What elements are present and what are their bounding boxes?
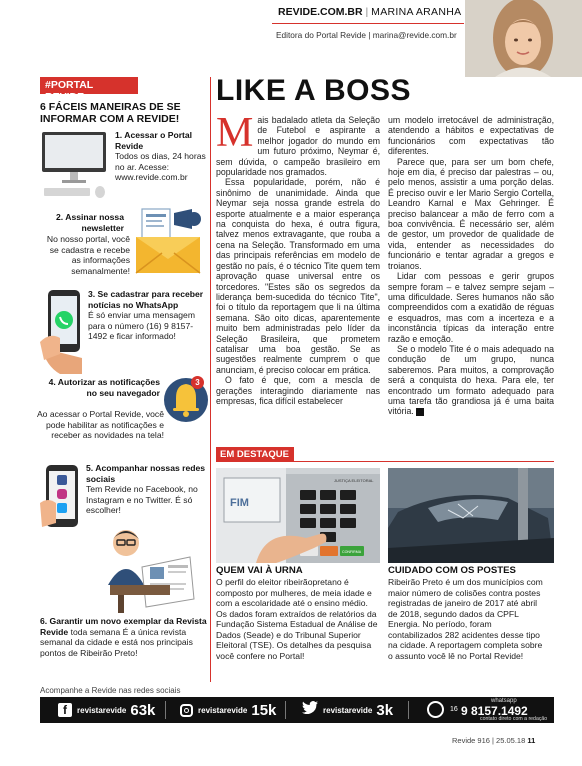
issue-date: Revide 916 | 25.05.18 — [452, 736, 526, 745]
article-paragraph: Se o modelo Tite é o mais adequado na condução de um grupo, nunca saberemos. Para muitos, a comprovação será a conquista do hexa. Para ele, ter encontrado um formato adequado para uma tarefa tão grandiosa já é uma baita vitória. R — [388, 343, 554, 417]
author-name: MARINA ARANHA — [371, 6, 462, 18]
whatsapp-prefix: 16 — [450, 706, 458, 713]
site-name: REVIDE.COM.BR — [278, 6, 363, 18]
author-photo — [465, 0, 582, 77]
page-number: 11 — [527, 736, 536, 745]
svg-text:JUSTIÇA ELEITORAL: JUSTIÇA ELEITORAL — [334, 478, 374, 483]
sidebar-tag: #PORTAL REVIDE — [40, 77, 138, 94]
author-subtitle: Editora do Portal Revide | marina@revide.com.br — [276, 30, 457, 40]
step-3-body: É só enviar uma mensagem para o número (16) 9 8157-1492 e ficar informado! — [88, 310, 195, 342]
drop-cap: M — [216, 110, 254, 156]
facebook-icon: f — [58, 703, 72, 717]
social-separator — [165, 701, 166, 719]
step-6-heading: 6. Garantir um novo exemplar da Revista Revide — [40, 616, 207, 637]
facebook-link[interactable] — [58, 697, 155, 723]
article-column-1 — [216, 110, 380, 406]
whatsapp-contact[interactable] — [424, 697, 554, 723]
step-3-heading: 3. Se cadastrar para receber notícias no WhatsApp — [88, 289, 204, 310]
step-2-heading: 2. Assinar nossa newsletter — [56, 212, 124, 233]
instagram-icon — [180, 704, 193, 717]
step-5 — [86, 463, 206, 516]
article-column-2 — [388, 115, 554, 417]
twitter-icon — [302, 701, 318, 719]
sidebar-title: 6 FÁCEIS MANEIRAS DE SE INFORMAR COM A REVIDE! — [40, 101, 181, 125]
step-4 — [40, 377, 160, 398]
article-paragraph: um modelo irretocável de administração, atendendo a hábitos e expectativas de funcionários com expectativas tão diferentes. — [388, 115, 554, 157]
whatsapp-phone-icon — [40, 288, 86, 376]
whatsapp-icon — [427, 701, 444, 718]
step-2 — [34, 212, 124, 233]
header-site-line — [278, 6, 461, 18]
step-1-body: Todos os dias, 24 horas no ar. Acesse: www.revide.com.br — [115, 151, 206, 183]
computer-icon — [40, 130, 112, 202]
news-2-heading: CUIDADO COM OS POSTES — [388, 565, 516, 576]
social-separator — [408, 701, 409, 719]
newsletter-envelope-icon — [134, 205, 206, 275]
end-mark-icon: R — [416, 408, 424, 416]
step-4-body: Ao acessar o Portal Revide, você pode habilitar as notificações e receber as novidades na tela! — [36, 409, 164, 441]
instagram-handle: revistarevide — [198, 705, 248, 715]
step-1-heading: 1. Acessar o Portal Revide — [115, 130, 193, 151]
notification-badge: 3 — [191, 376, 204, 389]
instagram-link[interactable] — [180, 697, 276, 723]
whatsapp-subtitle: contato direto com a redação — [480, 716, 548, 722]
step-2-text — [40, 234, 130, 276]
step-4-text — [34, 409, 164, 441]
facebook-handle: revistarevide — [77, 705, 127, 715]
sidebar-divider — [210, 77, 211, 682]
step-4-heading: 4. Autorizar as notificações no seu navegador — [48, 377, 160, 398]
svg-text:CONFIRMA: CONFIRMA — [342, 550, 362, 554]
step-6-body: toda semana É a única revista semanal da cidade e está nos principais pontos de Ribeirão Preto! — [40, 626, 193, 658]
em-destaque-tag: EM DESTAQUE — [216, 447, 294, 462]
social-bar — [40, 697, 554, 723]
voting-machine-photo — [216, 468, 380, 563]
article-paragraph: Lidar com pessoas e gerir grupos sempre foram – e talvez sempre sejam – uma dificuldade. Seres humanos não são compreendidos com a exatidão de réguas e esquadros, mas com a incerteza e a inconstância típicas da interação entre razão e emoção. — [388, 271, 554, 344]
twitter-link[interactable] — [302, 697, 393, 723]
facebook-count: 63k — [130, 701, 156, 719]
article-paragraph: Essa popularidade, porém, não é sinônimo de unanimidade. Ainda que Neymar seja nossa grande estrela do esporte atualmente e a maior esperança na conquista do hexa, é outra figura, talvez menos extravagante, que rouba a cena na Seleção. Transformado em uma das principais referências em modelo de gestão no país, é o técnico Tite quem tem aprovação quase universal entre os torcedores. "Estes são os segredos da liderança bem-sucedida do técnico Tite", foi o título da reportagem que li na última semana. São oito dicas, aparentemente muito bem administradas pelo líder da Seleção Brasileira, que prometem catalisar uma boa gestão. Se as sugestões realmente cumprem o que anunciam, é preciso colocar em prática. — [216, 177, 380, 375]
twitter-handle: revistarevide — [323, 705, 373, 715]
article-paragraph: Parece que, para ser um bom chefe, hoje em dia, é preciso dar palestras – ou, pelo menos, assistir a uma porção delas. É preciso ouvir e ler Mario Sergio Cortella, Leandro Karnal e Max Gehringer. É preciso balancear a mão de ferro com a boa convivência. É necessário ser, além de gestor, um provedor de qualidade de vida, entender as necessidades do funcionário e tentar agradar a gregos e troianos. — [388, 156, 554, 271]
step-5-body: Tem Revide no Facebook, no Instagram e no Twitter. É só escolher! — [86, 484, 198, 516]
instagram-count: 15k — [251, 701, 277, 719]
step-6 — [40, 616, 208, 658]
twitter-count: 3k — [376, 701, 394, 719]
header-separator: | — [365, 6, 369, 18]
article-paragraph: O fato é que, com a mescla de gerações interagindo diariamente nas empresas, fica difícil estabelecer — [216, 375, 380, 406]
article-title: LIKE A BOSS — [216, 74, 411, 107]
whatsapp-label: whatsapp — [491, 698, 517, 704]
step-1 — [115, 130, 207, 183]
reader-illustration — [98, 523, 198, 615]
social-phone-icon — [40, 463, 84, 533]
step-3 — [88, 289, 206, 342]
crashed-car-photo — [388, 468, 554, 563]
whatsapp-number: 9 8157.1492 — [461, 704, 528, 718]
step-5-heading: 5. Acompanhar nossas redes sociais — [86, 463, 206, 484]
em-destaque-rule — [216, 461, 554, 462]
article-paragraph: Mais badalado atleta da Seleção de Futebol e aspirante a melhor jogador do mundo em um futuro próximo, Neymar é, sem dúvida, o campeão brasileiro em popularidade nos gramados. — [216, 110, 380, 178]
svg-text:FIM: FIM — [230, 497, 249, 509]
step-2-body: No nosso portal, você se cadastra e recebe as informações semanalmente! — [46, 234, 130, 276]
page-folio — [452, 736, 535, 745]
news-2-body: Ribeirão Preto é um dos municípios com maior número de colisões contra postes registradas de janeiro de 2017 até abril de 2018, segundo dados da CPFL Energia. No período, foram contabilizados 282 acidentes desse tipo na cidade. A reportagem completa sobre o assunto você lê no Portal Revide! — [388, 577, 543, 661]
social-label: Acompanhe a Revide nas redes sociais — [40, 686, 181, 695]
header-rule — [272, 23, 464, 24]
news-1-heading: QUEM VAI À URNA — [216, 565, 303, 576]
notification-bell-icon — [163, 370, 209, 426]
social-separator — [285, 701, 286, 719]
news-1-body: O perfil do eleitor ribeirãopretano é composto por mulheres, de meia idade e com a escolaridade até o ensino médio. Os dados foram extraídos de relatórios da Fundação Sistema Estadual de Análise de Dados (Seade) e do Tribunal Superior Eleitoral (TSE). Os detalhes da pesquisa você confere no Portal! — [216, 577, 378, 661]
